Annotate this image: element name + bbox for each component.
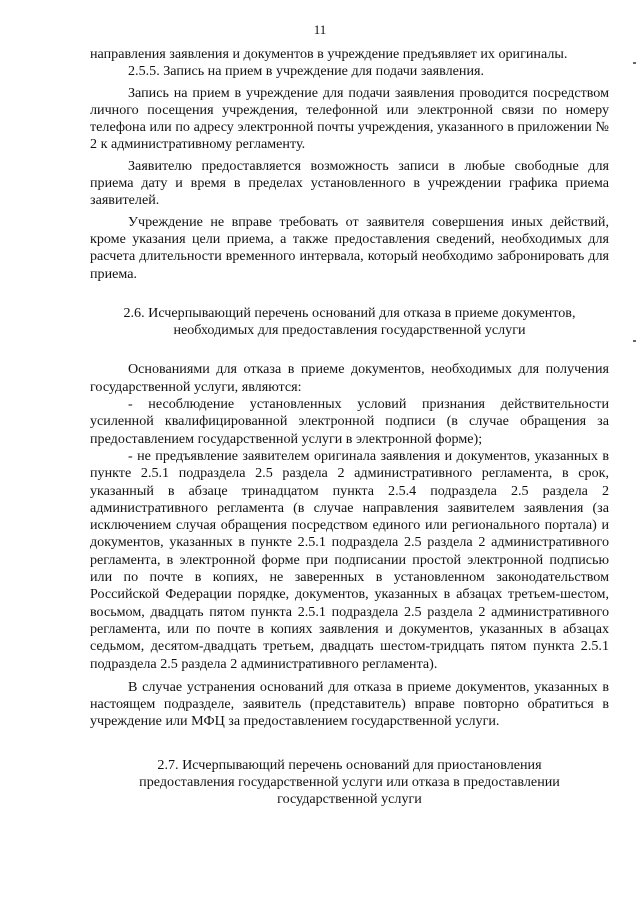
section-2-7-heading: 2.7. Исчерпывающий перечень оснований для приостановления предоставления государственной услуги или отказа в предоставлении государственной услуги (139, 756, 560, 808)
paragraph-appointment-time: Заявителю предоставляется возможность записи в любые свободные для приема дату и время в пределах установленного в учреждении графика приема заявителей. (90, 157, 609, 209)
page-number: 11 (313, 22, 327, 37)
paragraph-continuation: направления заявления и документов в учреждение предъявляет их оригиналы. (90, 46, 568, 62)
paragraph-2-5-5-title: 2.5.5. Запись на прием в учреждение для подачи заявления. (128, 63, 485, 80)
scan-edge-mark (633, 62, 636, 64)
section-2-6-heading: 2.6. Исчерпывающий перечень оснований для отказа в приеме документов, необходимых для предоставления государственной услуги (123, 304, 576, 339)
section-2-6-item-signature: - несоблюдение установленных условий признания действительности усиленной квалифицированной электронной подписи (в случае обращения за предоставлением государственной услуги в электронной форме); (90, 396, 609, 447)
document-body (90, 46, 609, 809)
section-2-6-intro: Основаниями для отказа в приеме документов, необходимых для получения государственной услуги, являются: (90, 361, 609, 395)
paragraph-institution-restrictions: Учреждение не вправе требовать от заявителя совершения иных действий, кроме указания цели приема, а также предоставления сведений, необходимых для расчета длительности временного интервала, который необходимо забронировать для приема. (90, 213, 609, 282)
section-2-6-item-originals: - не предъявление заявителем оригинала заявления и документов, указанных в пункте 2.5.1 подраздела 2.5 раздела 2 административного регламента, в срок, указанный в абзаце тринадцатом пункта 2.5.4 подраздела 2.5 раздела 2 административного регламента (в случае направления заявителем заявления (за исключением случая обращения посредством единого или регионального портала) и документов, указанных в пункте 2.5.1 подраздела 2.5 раздела 2 административного регламента, в электронной форме при подписании простой электронной подписью или по почте в копиях, не заверенных в установленном законодательством Российской Федерации порядке, документов, указанных в абзацах третьем-шестом, восьмом, двадцать пятом пункта 2.5.1 подраздела 2.5 раздела 2 административного регламента, или по почте в копиях заявления и документов, указанных в абзацах седьмом, десятом-двадцать третьем, двадцать шестом-тридцать пятом пункта 2.5.1 подраздела 2.5 раздела 2 административного регламента). (90, 447, 609, 672)
scan-edge-mark (633, 340, 636, 342)
paragraph-appointment-methods: Запись на прием в учреждение для подачи заявления проводится посредством личного посещения учреждения, телефонной или электронной связи по номеру телефона или по адресу электронной почты учреждения, указанного в приложении № 2 к административному регламенту. (90, 84, 609, 153)
section-2-6-closing: В случае устранения оснований для отказа в приеме документов, указанных в настоящем подразделе, заявитель (представитель) вправе повторно обратиться в учреждение или МФЦ за предоставлением государственной услуги. (90, 678, 609, 730)
